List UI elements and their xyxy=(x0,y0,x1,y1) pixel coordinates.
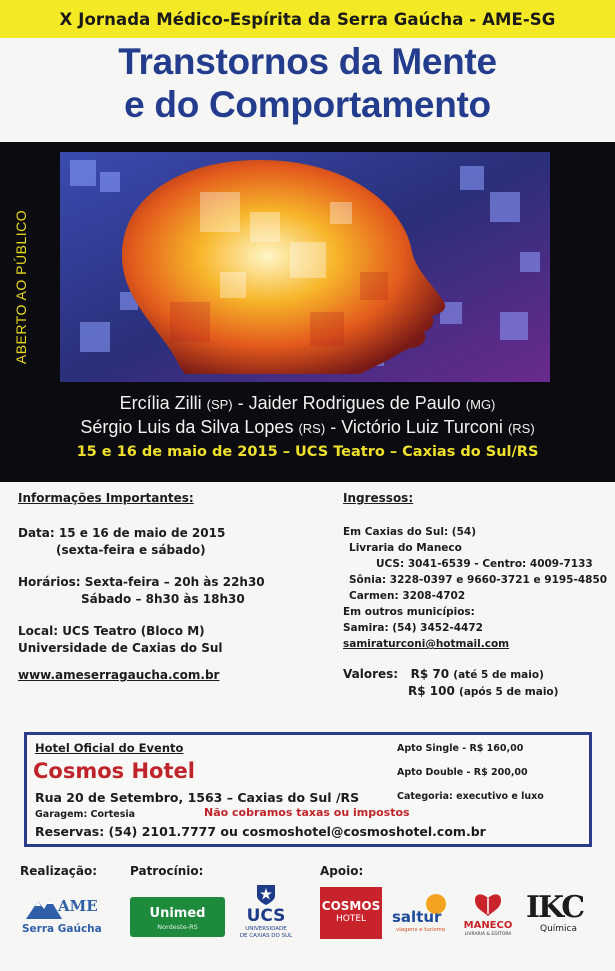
speakers-row-1 xyxy=(0,392,615,416)
tickets-line: Em Caxias do Sul: (54) xyxy=(343,526,477,538)
apoio-label: Apoio: xyxy=(320,864,364,878)
speakers xyxy=(0,392,615,440)
info-date: Data: 15 e 16 de maio de 2015 xyxy=(18,526,226,540)
hotel-garage: Garagem: Cortesia xyxy=(35,809,136,820)
book-icon xyxy=(473,890,503,918)
hero-band xyxy=(0,142,615,482)
ucs-subtext-1: UNIVERSIDADE xyxy=(245,926,287,932)
speakers-row-2 xyxy=(0,416,615,440)
prices-row-1 xyxy=(343,666,613,683)
main-title xyxy=(0,40,615,126)
hotel-box xyxy=(24,732,592,847)
important-info xyxy=(18,490,318,684)
tickets-line: Livraria do Maneco xyxy=(349,542,462,554)
unimed-subtext: Nordeste-RS xyxy=(157,923,198,931)
prices-row-2 xyxy=(343,683,613,700)
ame-subtext: Serra Gaúcha xyxy=(22,923,102,935)
title-line-1: Transtornos da Mente xyxy=(118,41,497,82)
maneco-text: MANECO xyxy=(463,920,513,931)
maneco-logo xyxy=(456,890,520,940)
open-to-public-label: ABERTO AO PÚBLICO xyxy=(13,209,29,365)
price-note: (após 5 de maio) xyxy=(459,686,559,698)
cosmos-text: COSMOS xyxy=(321,899,381,913)
ucs-shield-icon xyxy=(256,884,276,906)
hotel-category: Categoria: executivo e luxo xyxy=(397,791,544,802)
prices-label: Valores: xyxy=(343,667,399,681)
hotel-heading: Hotel Oficial do Evento xyxy=(35,741,184,755)
speaker-name: Victório Luiz Turconi xyxy=(341,417,503,437)
tickets-heading: Ingressos: xyxy=(343,491,414,505)
hotel-address: Rua 20 de Setembro, 1563 – Caxias do Sul /RS xyxy=(35,790,360,805)
maneco-subtext: LIVRARIA & EDITORA xyxy=(464,932,512,937)
info-location-1: Local: UCS Teatro (Bloco M) xyxy=(18,624,205,638)
ucs-subtext-2: DE CAXIAS DO SUL xyxy=(239,933,293,939)
hotel-single-price: Apto Single - R$ 160,00 xyxy=(397,743,524,754)
price-value: R$ 70 xyxy=(410,667,450,681)
ikc-subtext: Química xyxy=(540,924,578,934)
ikc-text: IKC xyxy=(526,890,584,925)
info-hours-2: Sábado – 8h30 às 18h30 xyxy=(81,592,245,606)
speaker-name: Jaider Rodrigues de Paulo xyxy=(248,393,461,413)
ucs-logo xyxy=(232,884,300,944)
speaker-separator: - xyxy=(232,393,249,413)
ame-logo xyxy=(18,893,113,941)
saltur-logo xyxy=(390,892,452,938)
speaker-state: (RS) xyxy=(507,421,535,436)
speaker-state: (RS) xyxy=(298,421,326,436)
realizacao-label: Realização: xyxy=(20,864,98,878)
head-profile-illustration xyxy=(60,152,550,382)
hotel-no-taxes: Não cobramos taxas ou impostos xyxy=(204,806,410,819)
ikc-logo xyxy=(526,890,598,940)
cosmos-hotel-logo xyxy=(320,887,382,939)
tickets-line: Samira: (54) 3452-4472 xyxy=(343,622,483,634)
info-date-sub: (sexta-feira e sábado) xyxy=(56,543,206,557)
speaker-separator: - xyxy=(325,417,342,437)
info-location-2: Universidade de Caxias do Sul xyxy=(18,641,223,655)
speaker-state: (MG) xyxy=(465,397,496,412)
tickets-line: Carmen: 3208-4702 xyxy=(349,590,466,602)
tickets-line: Em outros municípios: xyxy=(343,606,475,618)
tickets-line: UCS: 3041-6539 - Centro: 4009-7133 xyxy=(376,558,593,570)
ucs-text: UCS xyxy=(246,906,286,926)
title-line-2: e do Comportamento xyxy=(124,84,491,125)
tickets-info xyxy=(343,490,613,700)
info-heading: Informações Importantes: xyxy=(18,491,194,505)
unimed-logo xyxy=(130,897,225,937)
ame-text: AME xyxy=(58,897,98,915)
saltur-subtext: viagens e turismo xyxy=(396,927,446,933)
hotel-name: Cosmos Hotel xyxy=(33,759,195,783)
price-note: (até 5 de maio) xyxy=(453,669,544,681)
event-name: X Jornada Médico-Espírita da Serra Gaúcha - AME-SG xyxy=(59,9,556,29)
website-link[interactable]: www.ameserragaucha.com.br xyxy=(18,668,220,682)
email-link[interactable]: samiraturconi@hotmail.com xyxy=(343,638,510,650)
patrocinio-label: Patrocínio: xyxy=(130,864,204,878)
speaker-name: Ercília Zilli xyxy=(119,393,202,413)
saltur-text: saltur xyxy=(392,908,442,926)
hotel-reservations: Reservas: (54) 2101.7777 ou cosmoshotel@cosmoshotel.com.br xyxy=(35,824,486,839)
speaker-name: Sérgio Luis da Silva Lopes xyxy=(80,417,294,437)
info-hours-1: Horários: Sexta-feira – 20h às 22h30 xyxy=(18,575,265,589)
speaker-state: (SP) xyxy=(206,397,233,412)
hotel-double-price: Apto Double - R$ 200,00 xyxy=(397,767,528,778)
event-dateline: 15 e 16 de maio de 2015 – UCS Teatro – Caxias do Sul/RS xyxy=(76,444,539,460)
event-header-bar xyxy=(0,0,615,38)
price-value: R$ 100 xyxy=(408,684,455,698)
tickets-line: Sônia: 3228-0397 e 9660-3721 e 9195-4850 xyxy=(349,574,608,586)
unimed-text: Unimed xyxy=(149,906,206,921)
cosmos-subtext: HOTEL xyxy=(335,914,367,924)
